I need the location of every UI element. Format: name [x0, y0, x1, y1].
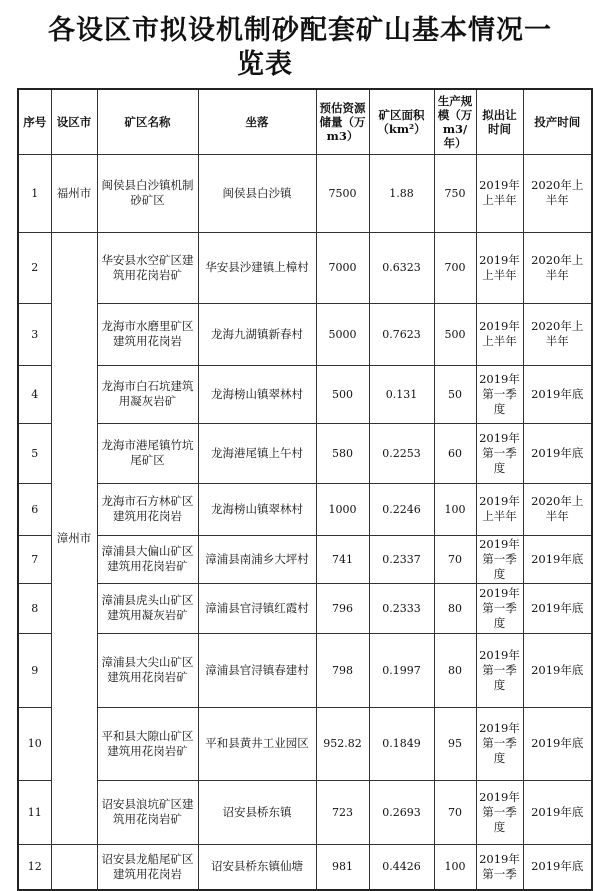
cell-area: 0.4426	[369, 844, 434, 890]
cell-name: 龙海市水磨里矿区建筑用花岗岩	[97, 303, 198, 365]
cell-city	[51, 844, 97, 890]
cell-bid-time: 2019年第一季度	[476, 780, 523, 844]
cell-bid-time: 2019年第一季度	[476, 633, 523, 707]
cell-name: 诏安县龙船尾矿区建筑用花岗岩	[97, 844, 198, 890]
cell-reserve: 798	[316, 633, 369, 707]
cell-name: 诏安县浪坑矿区建筑用花岗岩矿	[97, 780, 198, 844]
cell-production-time: 2019年底	[523, 365, 592, 423]
cell-seq: 11	[18, 780, 51, 844]
cell-location: 漳浦县南浦乡大坪村	[198, 535, 316, 583]
cell-location: 平和县黄井工业园区	[198, 707, 316, 780]
table-row	[18, 844, 592, 890]
cell-bid-time: 2019年第一季	[476, 844, 523, 890]
table-row	[18, 535, 592, 583]
cell-bid-time: 2019年上半年	[476, 483, 523, 535]
cell-seq: 7	[18, 535, 51, 583]
cell-reserve: 7000	[316, 232, 369, 303]
cell-bid-time: 2019年第一季度	[476, 423, 523, 483]
cell-seq: 12	[18, 844, 51, 890]
cell-reserve: 1000	[316, 483, 369, 535]
cell-name: 漳浦县大偏山矿区建筑用花岗岩矿	[97, 535, 198, 583]
cell-seq: 1	[18, 154, 51, 232]
header-reserve: 预估资源储量（万m3）	[316, 89, 369, 154]
cell-location: 龙海榜山镇翠林村	[198, 365, 316, 423]
cell-reserve: 981	[316, 844, 369, 890]
table-row	[18, 583, 592, 633]
mines-table	[17, 88, 593, 891]
cell-name: 闽侯县白沙镇机制砂矿区	[97, 154, 198, 232]
cell-bid-time: 2019年上半年	[476, 232, 523, 303]
cell-seq: 10	[18, 707, 51, 780]
cell-location: 漳浦县官浔镇春建村	[198, 633, 316, 707]
cell-name: 龙海市港尾镇竹坑尾矿区	[97, 423, 198, 483]
cell-city: 福州市	[51, 154, 97, 232]
cell-scale: 100	[434, 483, 476, 535]
cell-bid-time: 2019年上半年	[476, 303, 523, 365]
cell-name: 华安县水空矿区建筑用花岗岩矿	[97, 232, 198, 303]
cell-production-time: 2019年底	[523, 780, 592, 844]
header-area: 矿区面积（km²）	[369, 89, 434, 154]
cell-bid-time: 2019年第一季度	[476, 583, 523, 633]
header-city: 设区市	[51, 89, 97, 154]
cell-production-time: 2019年底	[523, 583, 592, 633]
cell-area: 0.2246	[369, 483, 434, 535]
cell-seq: 8	[18, 583, 51, 633]
cell-seq: 4	[18, 365, 51, 423]
cell-location: 诏安县桥东镇	[198, 780, 316, 844]
header-scale: 生产规模（万m3/年）	[434, 89, 476, 154]
header-bid-time: 拟出让时间	[476, 89, 523, 154]
cell-reserve: 723	[316, 780, 369, 844]
cell-reserve: 952.82	[316, 707, 369, 780]
cell-area: 0.6323	[369, 232, 434, 303]
header-name: 矿区名称	[97, 89, 198, 154]
table-row	[18, 633, 592, 707]
cell-scale: 500	[434, 303, 476, 365]
cell-location: 闽侯县白沙镇	[198, 154, 316, 232]
cell-reserve: 5000	[316, 303, 369, 365]
cell-seq: 5	[18, 423, 51, 483]
cell-scale: 700	[434, 232, 476, 303]
cell-scale: 70	[434, 535, 476, 583]
cell-scale: 750	[434, 154, 476, 232]
cell-area: 0.1997	[369, 633, 434, 707]
cell-scale: 80	[434, 633, 476, 707]
cell-area: 0.2693	[369, 780, 434, 844]
cell-location: 漳浦县官浔镇红霞村	[198, 583, 316, 633]
table-row	[18, 483, 592, 535]
cell-seq: 2	[18, 232, 51, 303]
cell-reserve: 580	[316, 423, 369, 483]
title-line-2: 览表	[237, 49, 293, 80]
table-row	[18, 707, 592, 780]
cell-scale: 95	[434, 707, 476, 780]
cell-location: 龙海九湖镇新春村	[198, 303, 316, 365]
cell-seq: 3	[18, 303, 51, 365]
cell-production-time: 2020年上半年	[523, 232, 592, 303]
header-location: 坐落	[198, 89, 316, 154]
cell-production-time: 2019年底	[523, 535, 592, 583]
header-production-time: 投产时间	[523, 89, 592, 154]
cell-location: 龙海港尾镇上午村	[198, 423, 316, 483]
cell-city: 漳州市	[51, 232, 97, 844]
cell-production-time: 2019年底	[523, 423, 592, 483]
cell-name: 漳浦县大尖山矿区建筑用花岗岩矿	[97, 633, 198, 707]
cell-name: 龙海市石方林矿区建筑用花岗岩	[97, 483, 198, 535]
cell-scale: 80	[434, 583, 476, 633]
cell-production-time: 2020年上半年	[523, 483, 592, 535]
cell-seq: 9	[18, 633, 51, 707]
table-row	[18, 780, 592, 844]
cell-scale: 50	[434, 365, 476, 423]
cell-area: 0.1849	[369, 707, 434, 780]
cell-production-time: 2019年底	[523, 633, 592, 707]
cell-bid-time: 2019年第一季度	[476, 707, 523, 780]
cell-reserve: 741	[316, 535, 369, 583]
cell-scale: 100	[434, 844, 476, 890]
title-line-1: 各设区市拟设机制砂配套矿山基本情况一	[48, 15, 552, 46]
cell-area: 1.88	[369, 154, 434, 232]
cell-name: 平和县大隙山矿区建筑用花岗岩矿	[97, 707, 198, 780]
cell-seq: 6	[18, 483, 51, 535]
cell-name: 龙海市白石坑建筑用凝灰岩矿	[97, 365, 198, 423]
cell-area: 0.2333	[369, 583, 434, 633]
table-row	[18, 303, 592, 365]
cell-reserve: 500	[316, 365, 369, 423]
cell-area: 0.7623	[369, 303, 434, 365]
cell-area: 0.2337	[369, 535, 434, 583]
cell-production-time: 2019年底	[523, 707, 592, 780]
table-header-row	[18, 89, 592, 154]
cell-location: 华安县沙建镇上樟村	[198, 232, 316, 303]
table-row	[18, 365, 592, 423]
cell-production-time: 2020年上半年	[523, 154, 592, 232]
cell-scale: 60	[434, 423, 476, 483]
page-title	[0, 14, 600, 82]
cell-reserve: 7500	[316, 154, 369, 232]
cell-production-time: 2020年上半年	[523, 303, 592, 365]
cell-production-time: 2019年底	[523, 844, 592, 890]
cell-bid-time: 2019年第一季度	[476, 535, 523, 583]
cell-bid-time: 2019年上半年	[476, 154, 523, 232]
table-row	[18, 232, 592, 303]
cell-area: 0.2253	[369, 423, 434, 483]
cell-bid-time: 2019年第一季度	[476, 365, 523, 423]
cell-location: 龙海榜山镇翠林村	[198, 483, 316, 535]
header-seq: 序号	[18, 89, 51, 154]
cell-area: 0.131	[369, 365, 434, 423]
cell-location: 诏安县桥东镇仙塘	[198, 844, 316, 890]
cell-scale: 70	[434, 780, 476, 844]
cell-name: 漳浦县虎头山矿区建筑用凝灰岩矿	[97, 583, 198, 633]
cell-reserve: 796	[316, 583, 369, 633]
table-row	[18, 423, 592, 483]
table-row	[18, 154, 592, 232]
